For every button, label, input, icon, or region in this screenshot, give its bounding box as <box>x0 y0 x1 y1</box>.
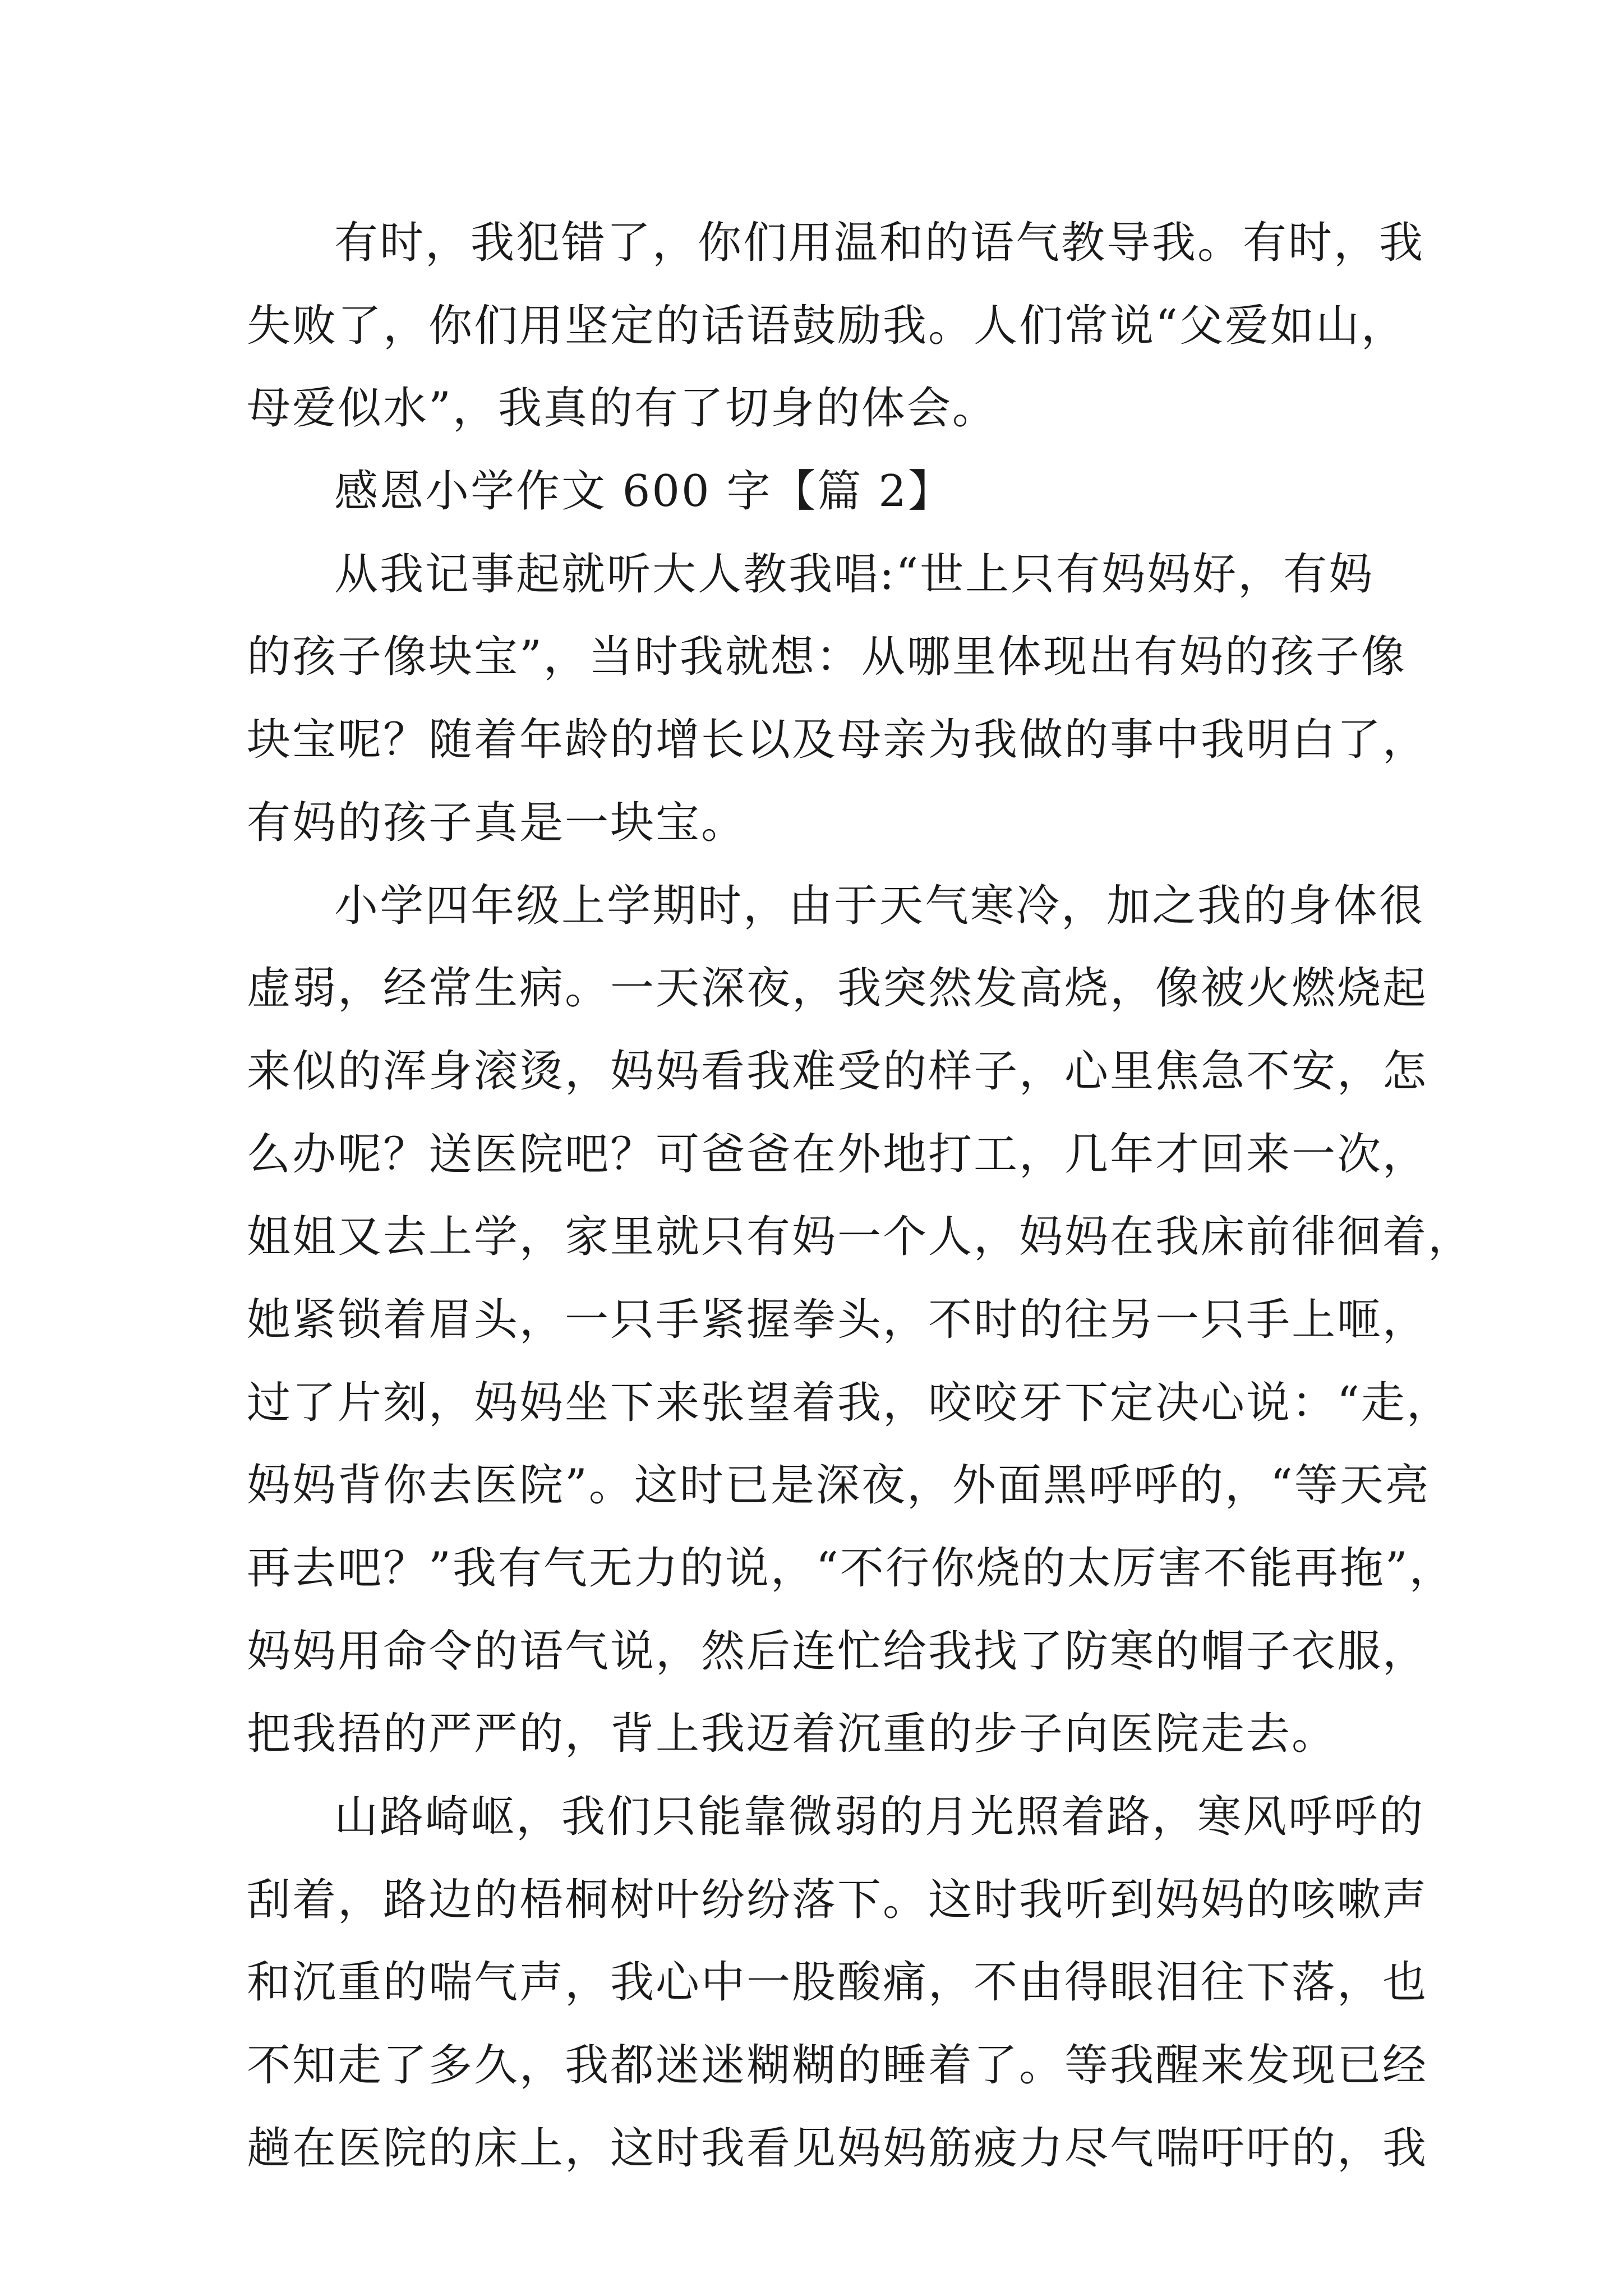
text-line: 虚弱，经常生病。一天深夜，我突然发高烧，像被火燃烧起 <box>247 963 1428 1014</box>
text-line: 把我捂的严严的，背上我迈着沉重的步子向医院走去。 <box>247 1709 1338 1760</box>
text-line: 山路崎岖，我们只能靠微弱的月光照着路，寒风呼呼的 <box>334 1792 1425 1843</box>
text-line: 失败了，你们用坚定的话语鼓励我。人们常说“父爱如山， <box>247 300 1407 351</box>
text-line: 和沉重的喘气声，我心中一股酸痛，不由得眼泪往下落，也 <box>247 1957 1428 2008</box>
text-line: 块宝呢？随着年龄的增长以及母亲为我做的事中我明白了， <box>247 715 1428 766</box>
text-line: 再去吧？”我有气无力的说，“不行你烧的太厉害不能再拖”， <box>247 1543 1455 1594</box>
text-line: 么办呢？送医院吧？可爸爸在外地打工，几年才回来一次， <box>247 1129 1428 1180</box>
text-line: 有时，我犯错了，你们用温和的语气教导我。有时，我 <box>334 218 1425 268</box>
body-text <box>247 202 1474 2191</box>
text-line: 母爱似水”，我真的有了切身的体会。 <box>247 383 998 434</box>
text-line: 从我记事起就听大人教我唱:“世上只有妈妈好，有妈 <box>334 549 1375 600</box>
text-line: 有妈的孩子真是一块宝。 <box>247 797 747 848</box>
text-line: 小学四年级上学期时，由于天气寒冷，加之我的身体很 <box>334 880 1425 931</box>
text-line: 来似的浑身滚烫，妈妈看我难受的样子，心里焦急不安，怎 <box>247 1046 1428 1097</box>
section-heading: 感恩小学作文 600 字【篇 2】 <box>334 466 953 517</box>
text-line: 过了片刻，妈妈坐下来张望着我，咬咬牙下定决心说：“走， <box>247 1377 1452 1428</box>
text-line: 姐姐又去上学，家里就只有妈一个人，妈妈在我床前徘徊着， <box>247 1212 1474 1263</box>
text-line: 趟在医院的床上，这时我看见妈妈筋疲力尽气喘吁吁的，我 <box>247 2123 1428 2174</box>
text-line: 妈妈用命令的语气说，然后连忙给我找了防寒的帽子衣服， <box>247 1626 1428 1677</box>
text-line: 她紧锁着眉头，一只手紧握拳头，不时的往另一只手上咂， <box>247 1294 1428 1345</box>
text-line: 不知走了多久，我都迷迷糊糊的睡着了。等我醒来发现已经 <box>247 2040 1428 2091</box>
text-line: 的孩子像块宝”，当时我就想：从哪里体现出有妈的孩子像 <box>247 632 1407 683</box>
text-line: 刮着，路边的梧桐树叶纷纷落下。这时我听到妈妈的咳嗽声 <box>247 1874 1428 1925</box>
text-line: 妈妈背你去医院”。这时已是深夜，外面黑呼呼的，“等天亮 <box>247 1460 1431 1511</box>
